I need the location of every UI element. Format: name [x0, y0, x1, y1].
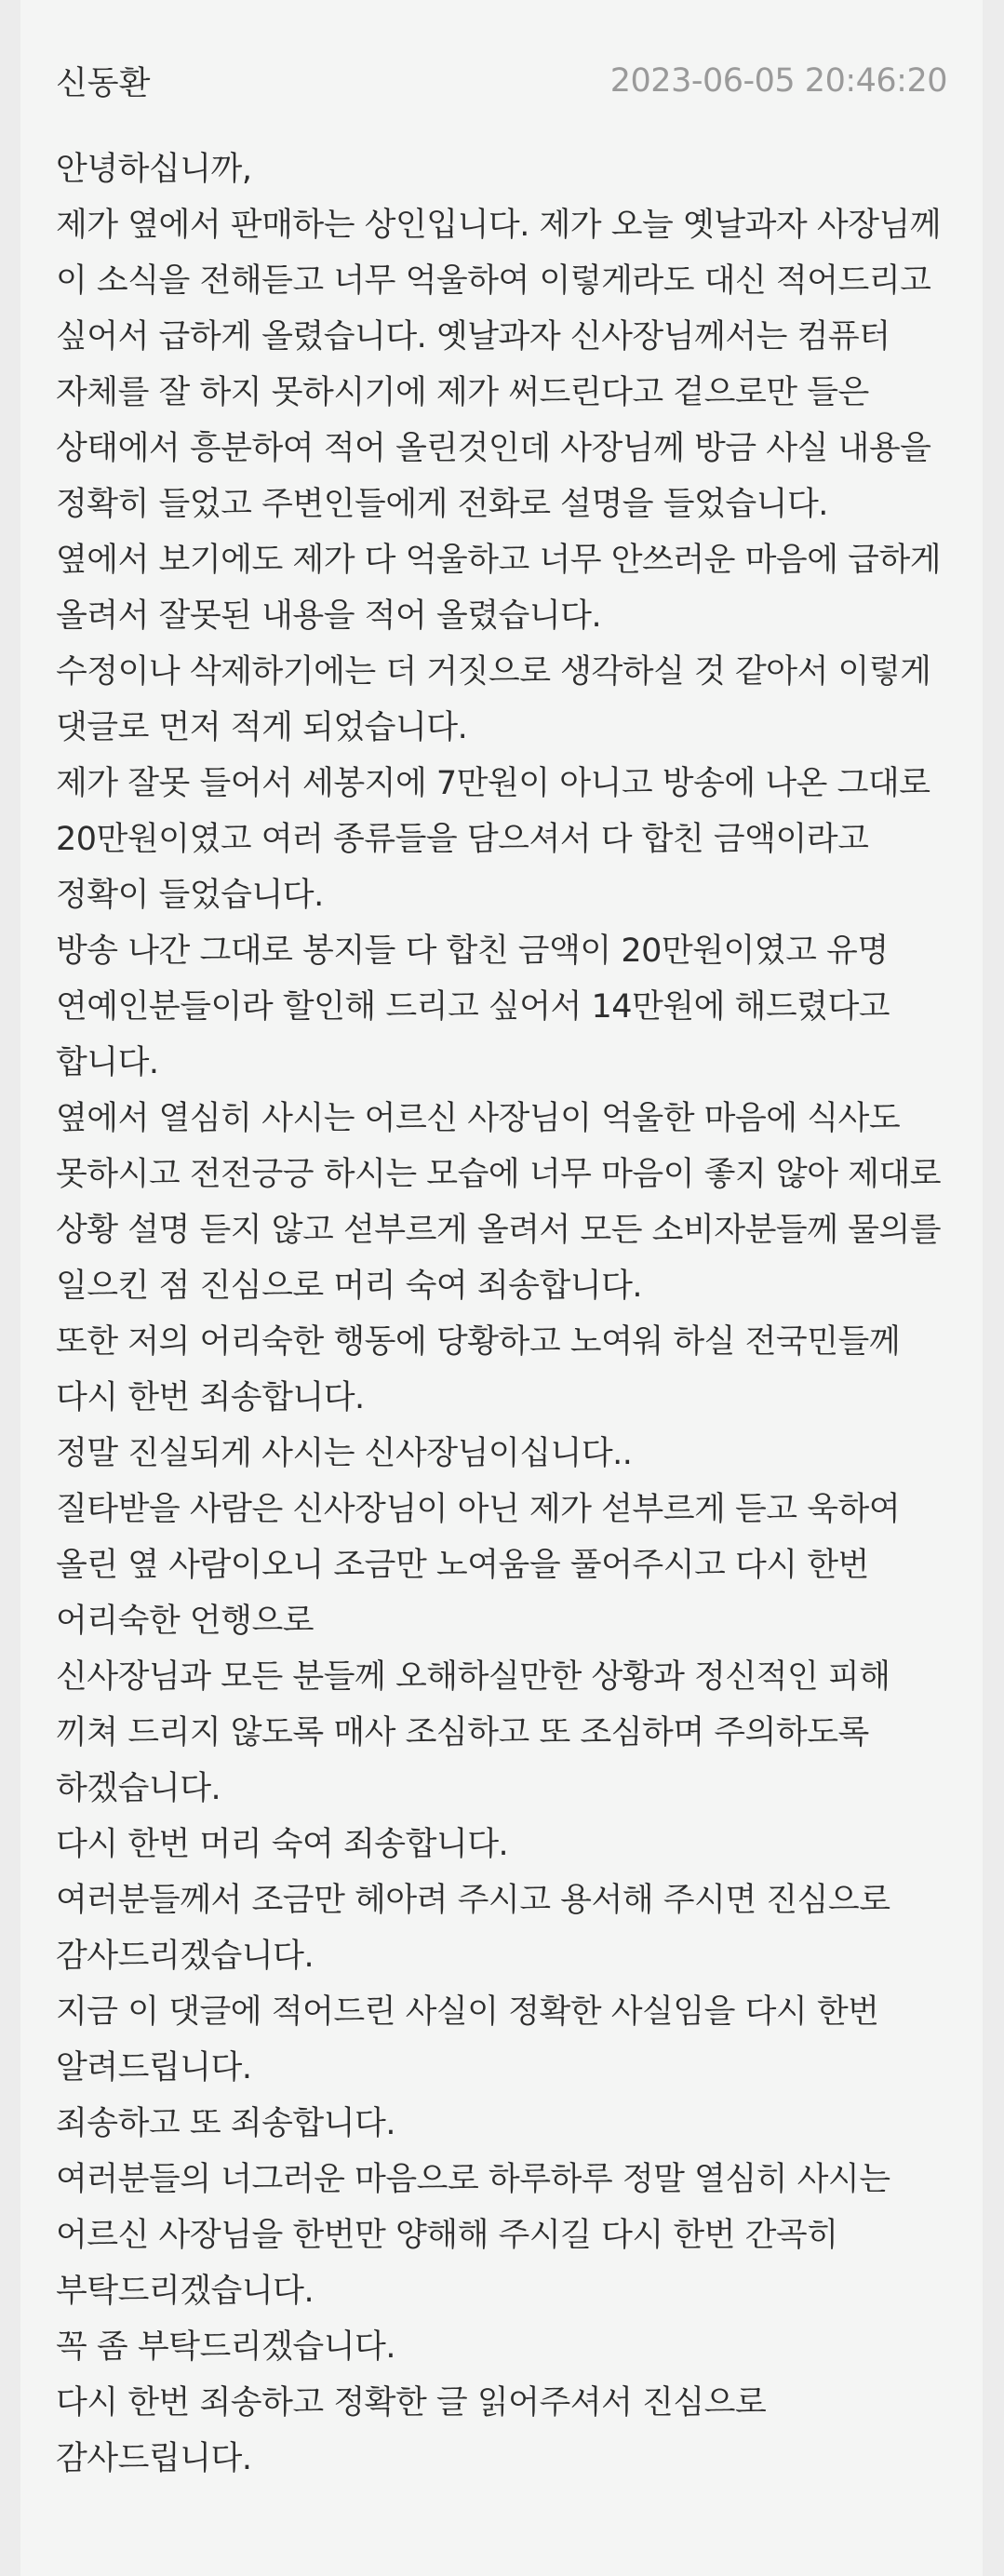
comment-paragraph: 신사장님과 모든 분들께 오해하실만한 상황과 정신적인 피해 끼쳐 드리지 않도록 매사 조심하고 또 조심하며 주의하도록 하겠습니다. — [56, 1658, 890, 1807]
comment-paragraph: 여러분들께서 조금만 헤아려 주시고 용서해 주시면 진심으로 감사드리겠습니다. — [56, 1882, 890, 1975]
comment-paragraph: 여러분들의 너그러운 마음으로 하루하루 정말 열심히 사시는 어르신 사장님을 한번만 양해해 주시길 다시 한번 간곡히 부탁드리겠습니다. — [56, 2161, 890, 2310]
comment-paragraph: 죄송하고 또 죄송합니다. — [56, 2105, 395, 2142]
comment-paragraph: 정말 진실되게 사시는 신사장님이십니다.. — [56, 1435, 633, 1472]
comment-paragraph: 또한 저의 어리숙한 행동에 당황하고 노여워 하실 전국민들께 다시 한번 죄송합니다. — [56, 1323, 901, 1416]
comment-paragraph: 꼭 좀 부탁드리겠습니다. — [56, 2328, 395, 2366]
comment-paragraph: 옆에서 열심히 사시는 어르신 사장님이 억울한 마음에 식사도 못하시고 전전긍긍 하시는 모습에 너무 마음이 좋지 않아 제대로 상황 설명 듣지 않고 섣부르게 올려서 모든 소비자분들께 물의를 일으킨 점 진심으로 머리 숙여 죄송합니다. — [56, 1100, 942, 1305]
comment-paragraph: 지금 이 댓글에 적어드린 사실이 정확한 사실임을 다시 한번 알려드립니다. — [56, 1993, 879, 2086]
comment-header — [56, 58, 947, 104]
comment-paragraph: 다시 한번 머리 숙여 죄송합니다. — [56, 1826, 509, 1863]
comment-body — [56, 141, 947, 2487]
comment-card — [20, 0, 983, 2576]
comment-paragraph: 옆에서 보기에도 제가 다 억울하고 너무 안쓰러운 마음에 급하게 올려서 잘못된 내용을 적어 올렸습니다. — [56, 542, 942, 635]
comment-paragraph: 안녕하십니까, — [56, 151, 252, 188]
comment-paragraph: 수정이나 삭제하기에는 더 거짓으로 생각하실 것 같아서 이렇게 댓글로 먼저 적게 되었습니다. — [56, 653, 931, 746]
comment-paragraph: 제가 옆에서 판매하는 상인입니다. 제가 오늘 옛날과자 사장님께 이 소식을 전해듣고 너무 억울하여 이렇게라도 대신 적어드리고 싶어서 급하게 올렸습니다. 옛날과자 신사장님께서는 컴퓨터 자체를 잘 하지 못하시기에 제가 써드린다고 겉으로만 들은 상태에서 흥분하여 적어 올린것인데 사장님께 방금 사실 내용을 정확히 들었고 주변인들에게 전화로 설명을 들었습니다. — [56, 207, 942, 523]
comment-paragraph: 제가 잘못 들어서 세봉지에 7만원이 아니고 방송에 나온 그대로 20만원이였고 여러 종류들을 담으셔서 다 합친 금액이라고 정확이 들었습니다. — [56, 765, 930, 914]
comment-author[interactable]: 신동환 — [56, 65, 151, 102]
comment-paragraph: 다시 한번 죄송하고 정확한 글 읽어주셔서 진심으로 감사드립니다. — [56, 2384, 767, 2477]
comment-paragraph: 질타받을 사람은 신사장님이 아닌 제가 섣부르게 듣고 욱하여 올린 옆 사람이오니 조금만 노여움을 풀어주시고 다시 한번 어리숙한 언행으로 — [56, 1491, 901, 1640]
comment-paragraph: 방송 나간 그대로 봉지들 다 합친 금액이 20만원이였고 유명 연예인분들이라 할인해 드리고 싶어서 14만원에 해드렸다고 합니다. — [56, 932, 890, 1081]
comment-timestamp: 2023-06-05 20:46:20 — [609, 62, 947, 100]
